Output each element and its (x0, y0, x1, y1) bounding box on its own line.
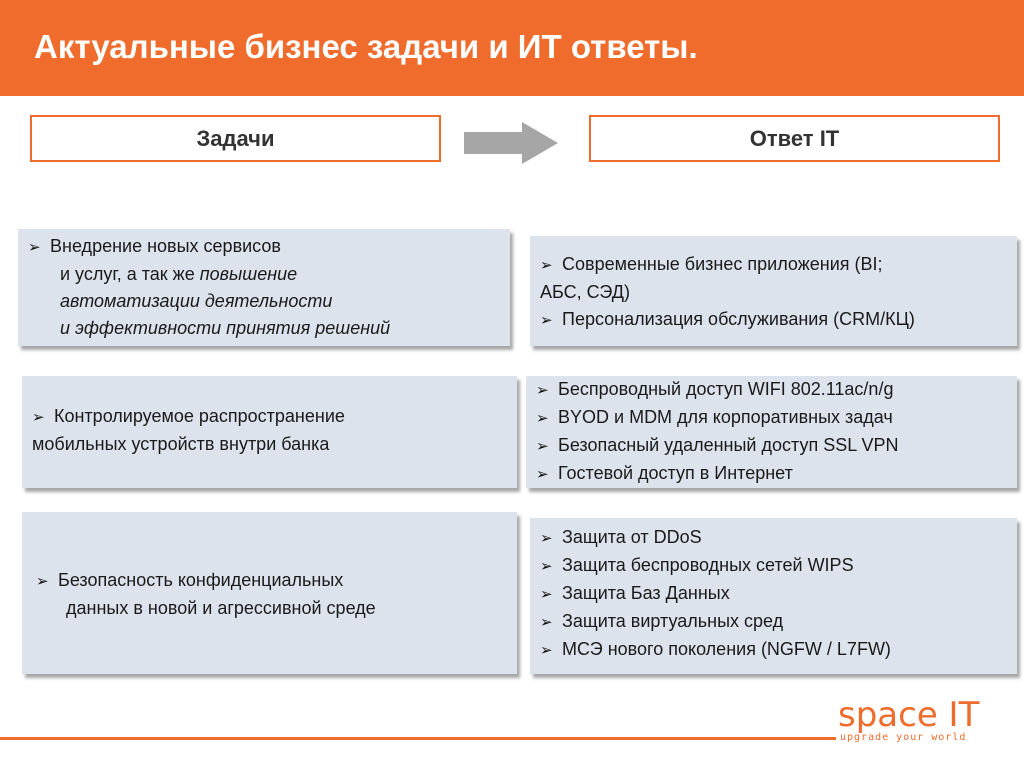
bullet-arrow-icon: ➢ (540, 586, 553, 603)
list-item: ➢ Внедрение новых сервисов и услуг, а так же повышение автоматизации деятельности и эффективности принятия решений (28, 236, 391, 338)
bullet-arrow-icon: ➢ (540, 642, 553, 659)
title-bar (0, 0, 1024, 96)
list-item: ➢ Защита беспроводных сетей WIPS (540, 552, 1017, 580)
bullet-arrow-icon: ➢ (540, 312, 553, 329)
bullet-arrow-icon: ➢ (540, 530, 553, 547)
list-item: ➢ Безопасность конфиденциальных данных в новой и агрессивной среде (36, 570, 376, 618)
list-item: ➢ Персонализация обслуживания (CRM/КЦ) (540, 306, 1017, 334)
footer-divider (0, 737, 836, 740)
bullet-arrow-icon: ➢ (536, 410, 549, 427)
task-card-security (22, 512, 517, 674)
it-answer-header: Ответ IT (589, 115, 1000, 162)
list-item: ➢ Беспроводный доступ WIFI 802.11ac/n/g (536, 376, 1017, 404)
task-card-services (18, 229, 510, 346)
bullet-arrow-icon: ➢ (28, 239, 41, 256)
bullet-arrow-icon: ➢ (536, 438, 549, 455)
bullet-arrow-icon: ➢ (540, 257, 553, 274)
bullet-arrow-icon: ➢ (540, 558, 553, 575)
list-item: ➢ Защита виртуальных сред (540, 608, 1017, 636)
right-arrow-icon (464, 122, 558, 164)
answer-card-apps (530, 236, 1017, 346)
bullet-arrow-icon: ➢ (536, 466, 549, 483)
slide-title: Актуальные бизнес задачи и ИТ ответы. (34, 28, 698, 65)
answer-card-protection (530, 518, 1017, 674)
list-item: ➢ BYOD и MDM для корпоративных задач (536, 404, 1017, 432)
bullet-arrow-icon: ➢ (32, 409, 45, 426)
bullet-arrow-icon: ➢ (36, 573, 49, 590)
task-card-mobile (22, 376, 517, 488)
logo-tagline: upgrade your world (840, 732, 967, 743)
bullet-arrow-icon: ➢ (540, 614, 553, 631)
spaceit-logo (838, 697, 998, 749)
list-item: ➢ Защита от DDoS (540, 524, 1017, 552)
list-item: ➢ Защита Баз Данных (540, 580, 1017, 608)
list-item: ➢ Безопасный удаленный доступ SSL VPN (536, 432, 1017, 460)
list-item: ➢ МСЭ нового поколения (NGFW / L7FW) (540, 636, 1017, 664)
list-item: ➢ Гостевой доступ в Интернет (536, 460, 1017, 488)
bullet-arrow-icon: ➢ (536, 382, 549, 399)
list-item: ➢ Контролируемое распространение мобильных устройств внутри банка (32, 406, 345, 454)
list-item: ➢ Современные бизнес приложения (BI; АБС, СЭД) (540, 254, 883, 302)
logo-wordmark: space IT (838, 695, 980, 735)
answer-card-wireless (526, 376, 1017, 488)
tasks-header: Задачи (30, 115, 441, 162)
